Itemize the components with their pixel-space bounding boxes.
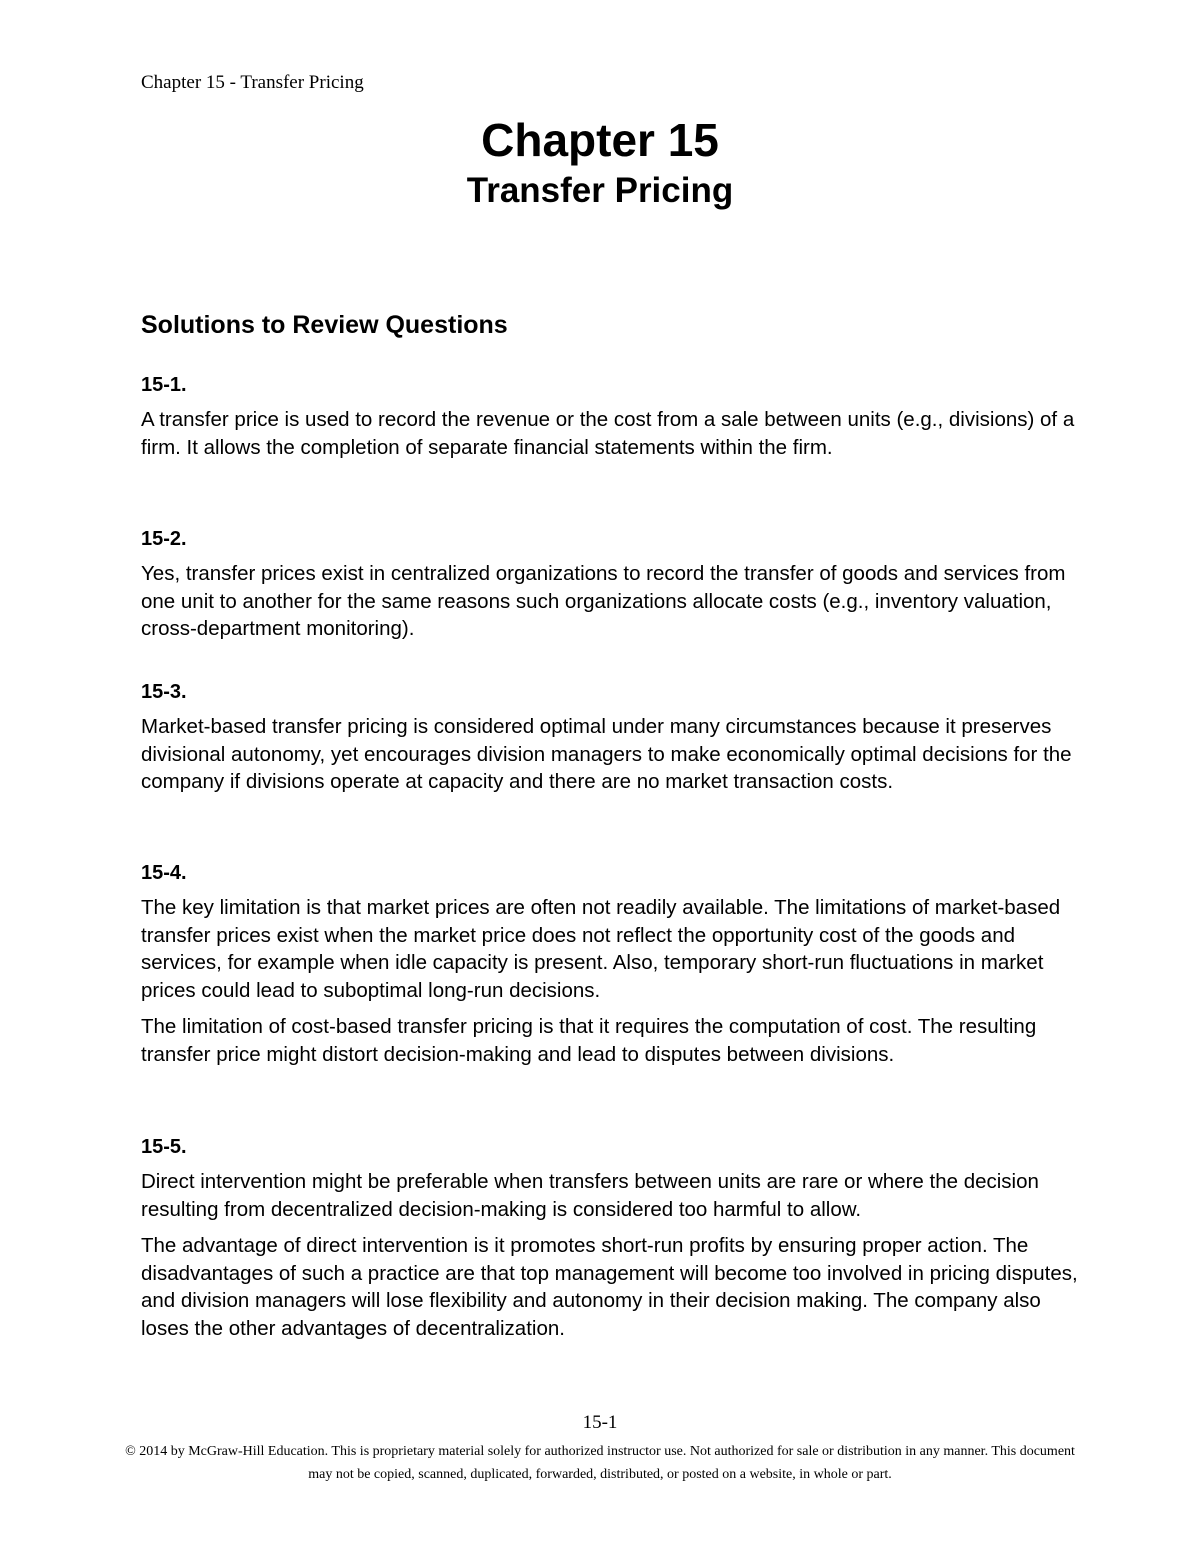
question-15-3	[141, 679, 1086, 805]
question-15-1	[141, 372, 1086, 470]
chapter-subtitle: Transfer Pricing	[466, 171, 734, 210]
copyright-notice: © 2014 by McGraw-Hill Education. This is proprietary material solely for authorized instructor use. Not authorized for sale or distribution in any manner. This document may not be copied, scanned, duplicated, forwarded, distributed, or posted on a website, in whole or part.	[125, 1444, 1075, 1482]
answer-paragraph: The limitation of cost-based transfer pricing is that it requires the computation of cost. The resulting transfer price might distort decision-making and lead to disputes between divisions.	[141, 1015, 1037, 1066]
question-number: 15-1.	[141, 374, 187, 396]
page-number: 15-1	[582, 1412, 618, 1433]
answer-paragraph: Market-based transfer pricing is considered optimal under many circumstances because it preserves divisional autonomy, yet encourages division managers to make economically optimal decisions for the company if divisions operate at capacity and there are no market transaction costs.	[141, 715, 1072, 794]
question-number: 15-3.	[141, 681, 187, 703]
answer-paragraph: Direct intervention might be preferable when transfers between units are rare or where the decision resulting from decentralized decision-making is considered too harmful to allow.	[141, 1170, 1039, 1221]
chapter-title: Chapter 15	[481, 114, 719, 166]
running-header: Chapter 15 - Transfer Pricing	[141, 72, 364, 93]
question-number: 15-5.	[141, 1136, 187, 1158]
answer-paragraph: The advantage of direct intervention is it promotes short-run profits by ensuring proper action. The disadvantages of such a practice are that top management will become too involved in pricing disputes, and division managers will lose flexibility and autonomy in their decision making. The company also loses the other advantages of decentralization.	[141, 1234, 1078, 1340]
question-15-5	[141, 1134, 1086, 1352]
answer-paragraph: The key limitation is that market prices are often not readily available. The limitations of market-based transfer prices exist when the market price does not reflect the opportunity cost of the goods and services, for example when idle capacity is present. Also, temporary short-run fluctuations in market prices could lead to suboptimal long-run decisions.	[141, 896, 1061, 1002]
question-15-4	[141, 860, 1086, 1078]
question-number: 15-2.	[141, 528, 187, 550]
question-number: 15-4.	[141, 862, 187, 884]
question-15-2	[141, 526, 1086, 652]
answer-paragraph: A transfer price is used to record the revenue or the cost from a sale between units (e.g., divisions) of a firm. It allows the completion of separate financial statements within the firm.	[141, 408, 1075, 459]
section-heading: Solutions to Review Questions	[141, 311, 508, 339]
answer-paragraph: Yes, transfer prices exist in centralized organizations to record the transfer of goods and services from one unit to another for the same reasons such organizations allocate costs (e.g., inventory valuation, cross-department monitoring).	[141, 562, 1066, 641]
